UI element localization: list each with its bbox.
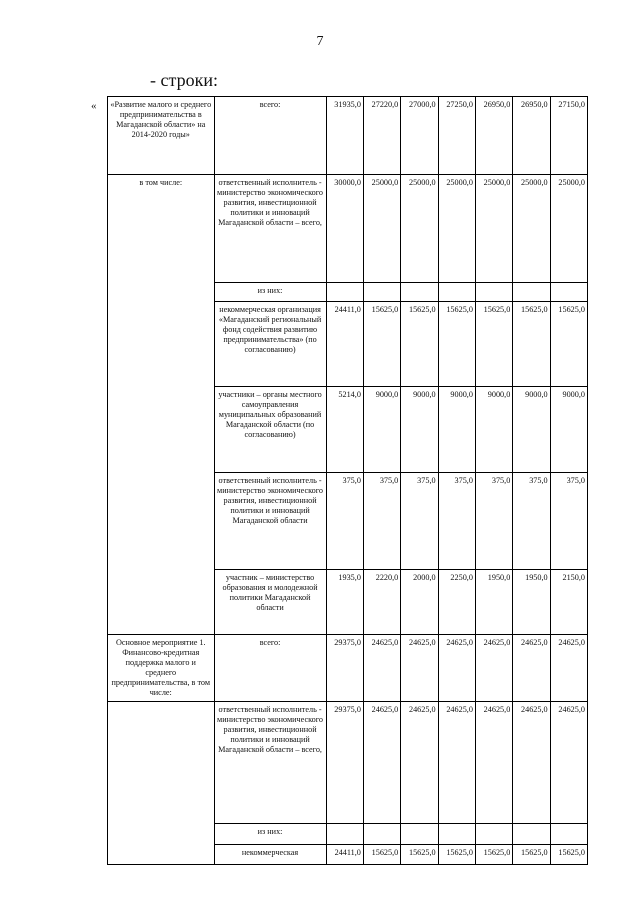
value-cell: 25000,0 [513,175,550,283]
value-cell [438,283,475,302]
value-cell: 15625,0 [363,302,400,387]
table-row [108,97,588,175]
value-cell: 24625,0 [513,702,550,824]
row-label: «Развитие малого и среднего предпринимательства в Магаданской области» на 2014-2020 годы» [108,97,215,175]
value-cell: 24625,0 [475,702,512,824]
row-kind: всего: [214,635,326,702]
value-cell: 375,0 [438,473,475,570]
value-cell [363,824,400,845]
value-cell: 24625,0 [363,702,400,824]
section-heading: - строки: [150,70,218,90]
row-kind: из них: [214,283,326,302]
value-cell: 24625,0 [550,635,587,702]
table-row [108,570,588,635]
value-cell: 26950,0 [475,97,512,175]
value-cell: 25000,0 [401,175,438,283]
value-cell: 27250,0 [438,97,475,175]
value-cell: 15625,0 [475,302,512,387]
value-cell: 26950,0 [513,97,550,175]
value-cell: 15625,0 [513,302,550,387]
row-label [108,570,215,635]
value-cell: 375,0 [475,473,512,570]
value-cell: 2220,0 [363,570,400,635]
value-cell: 375,0 [401,473,438,570]
table-row [108,387,588,473]
row-label [108,845,215,865]
row-label [108,702,215,824]
value-cell: 29375,0 [326,635,363,702]
value-cell [438,824,475,845]
value-cell [326,824,363,845]
value-cell: 15625,0 [550,845,587,865]
row-kind: участник – министерство образования и молодежной политики Магаданской области [214,570,326,635]
value-cell: 24625,0 [550,702,587,824]
value-cell: 9000,0 [550,387,587,473]
value-cell [401,283,438,302]
value-cell: 15625,0 [513,845,550,865]
value-cell: 1935,0 [326,570,363,635]
value-cell: 25000,0 [363,175,400,283]
value-cell: 27220,0 [363,97,400,175]
value-cell: 1950,0 [513,570,550,635]
value-cell: 9000,0 [401,387,438,473]
row-kind: всего: [214,97,326,175]
value-cell: 15625,0 [550,302,587,387]
row-kind: некоммерческая организация «Магаданский региональный фонд содействия развитию предпринимательства» (по согласованию) [214,302,326,387]
table-row [108,824,588,845]
value-cell: 375,0 [326,473,363,570]
row-kind: некоммерческая [214,845,326,865]
value-cell: 375,0 [550,473,587,570]
opening-quote: « [91,100,97,112]
row-label [108,387,215,473]
row-label [108,824,215,845]
value-cell: 15625,0 [363,845,400,865]
value-cell: 24411,0 [326,845,363,865]
row-label: Основное мероприятие 1. Финансово-кредитная поддержка малого и среднего предпринимательства, в том числе: [108,635,215,702]
value-cell: 15625,0 [475,845,512,865]
row-label [108,283,215,302]
value-cell [401,824,438,845]
table-row [108,175,588,283]
value-cell [550,824,587,845]
value-cell: 5214,0 [326,387,363,473]
row-kind: ответственный исполнитель - министерство экономического развития, инвестиционной политики и инноваций Магаданской области [214,473,326,570]
value-cell: 15625,0 [438,302,475,387]
value-cell: 25000,0 [475,175,512,283]
value-cell: 24411,0 [326,302,363,387]
table-row [108,702,588,824]
value-cell [475,283,512,302]
value-cell: 2000,0 [401,570,438,635]
value-cell: 9000,0 [438,387,475,473]
value-cell: 15625,0 [401,302,438,387]
value-cell: 2250,0 [438,570,475,635]
value-cell: 9000,0 [513,387,550,473]
table-row [108,845,588,865]
value-cell: 9000,0 [475,387,512,473]
row-kind: ответственный исполнитель - министерство экономического развития, инвестиционной политики и инноваций Магаданской области – всего, [214,175,326,283]
value-cell: 25000,0 [550,175,587,283]
value-cell: 24625,0 [401,702,438,824]
value-cell [513,824,550,845]
value-cell: 24625,0 [438,702,475,824]
value-cell [363,283,400,302]
value-cell: 375,0 [363,473,400,570]
row-label: в том числе: [108,175,215,283]
value-cell: 25000,0 [438,175,475,283]
value-cell: 29375,0 [326,702,363,824]
value-cell: 1950,0 [475,570,512,635]
value-cell: 24625,0 [475,635,512,702]
table-row [108,635,588,702]
value-cell: 15625,0 [438,845,475,865]
value-cell: 31935,0 [326,97,363,175]
page-number: 7 [316,34,324,49]
value-cell: 30000,0 [326,175,363,283]
value-cell [475,824,512,845]
value-cell [326,283,363,302]
value-cell [550,283,587,302]
value-cell: 27000,0 [401,97,438,175]
value-cell [513,283,550,302]
table-row [108,302,588,387]
value-cell: 24625,0 [363,635,400,702]
value-cell: 27150,0 [550,97,587,175]
row-kind: участники – органы местного самоуправления муниципальных образований Магаданской области (по согласованию) [214,387,326,473]
value-cell: 375,0 [513,473,550,570]
table-row [108,473,588,570]
value-cell: 24625,0 [438,635,475,702]
value-cell: 9000,0 [363,387,400,473]
row-kind: ответственный исполнитель - министерство экономического развития, инвестиционной политики и инноваций Магаданской области – всего, [214,702,326,824]
row-label [108,302,215,387]
budget-table [107,96,588,865]
table-row [108,283,588,302]
value-cell: 15625,0 [401,845,438,865]
value-cell: 24625,0 [401,635,438,702]
value-cell: 2150,0 [550,570,587,635]
value-cell: 24625,0 [513,635,550,702]
row-label [108,473,215,570]
row-kind: из них: [214,824,326,845]
